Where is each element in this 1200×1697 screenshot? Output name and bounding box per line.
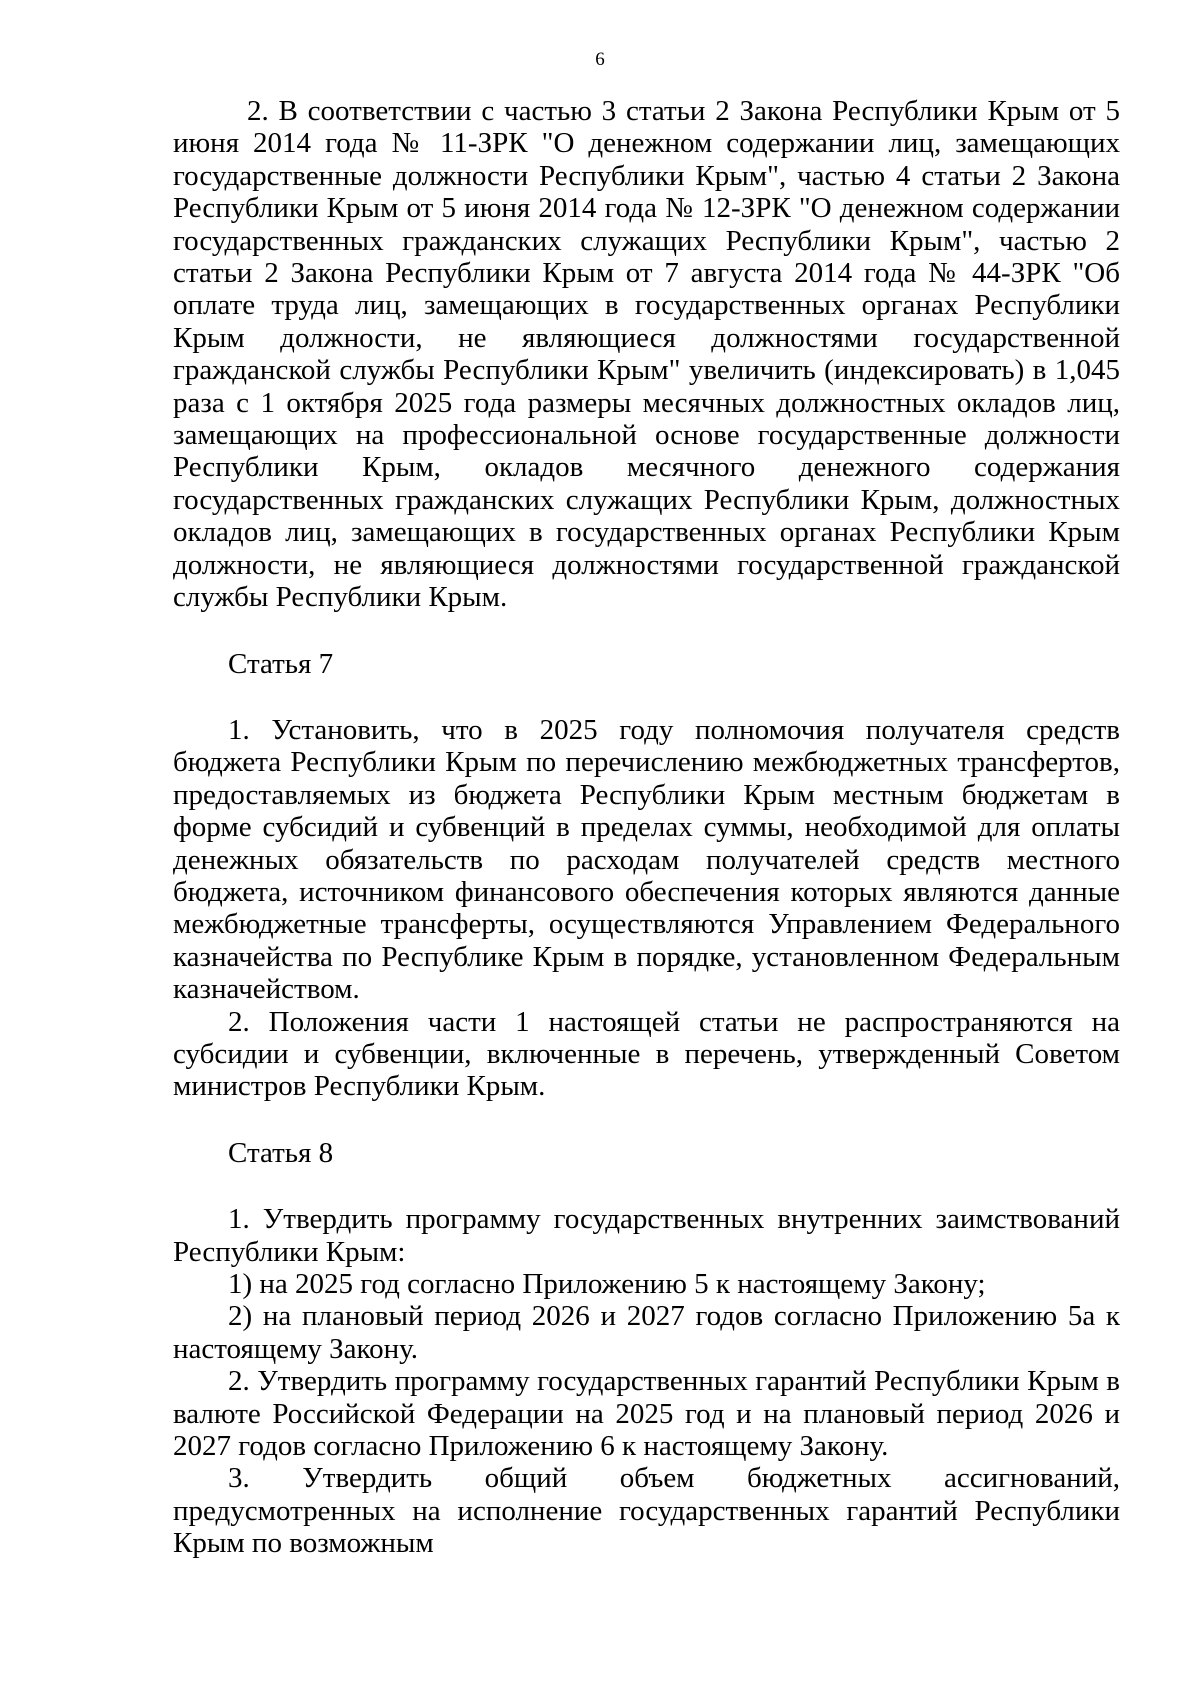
article8-paragraph-3: 3. Утвердить общий объем бюджетных ассигнований, предусмотренных на исполнение государственных гарантий Республики Крым по возможным bbox=[173, 1462, 1120, 1560]
page-number: 6 bbox=[595, 49, 605, 70]
article8-heading: Статья 8 bbox=[228, 1136, 334, 1169]
article7-body bbox=[173, 714, 1120, 1103]
article7-paragraph-1: 1. Установить, что в 2025 году полномочия получателя средств бюджета Республики Крым по перечислению межбюджетных трансфертов, предоставляемых из бюджета Республики Крым местным бюджетам в форме субсидий и субвенций в пределах суммы, необходимой для оплаты денежных обязательств по расходам получателей средств местного бюджета, источником финансового обеспечения которых являются данные межбюджетные трансферты, осуществляются Управлением Федерального казначейства по Республике Крым в порядке, установленном Федеральным казначейством. bbox=[173, 713, 1120, 1006]
article8-paragraph-1: 1. Утвердить программу государственных внутренних заимствований Республики Крым: bbox=[173, 1203, 1120, 1268]
article8-paragraph-2: 2. Утвердить программу государственных гарантий Республики Крым в валюте Российской Федерации на 2025 год и на плановый период 2026 и 2027 годов согласно Приложению 6 к настоящему Закону. bbox=[173, 1365, 1120, 1463]
article7-heading: Статья 7 bbox=[228, 647, 334, 680]
document-body bbox=[173, 95, 1120, 1560]
article8-body bbox=[173, 1203, 1120, 1559]
article8-item-2: 2) на плановый период 2026 и 2027 годов согласно Приложению 5а к настоящему Закону. bbox=[173, 1300, 1120, 1365]
article7-paragraph-2: 2. Положения части 1 настоящей статьи не распространяются на субсидии и субвенции, включенные в перечень, утвержденный Советом министров Республики Крым. bbox=[173, 1005, 1120, 1103]
article6-paragraph-2: 2. В соответствии с частью 3 статьи 2 Закона Республики Крым от 5 июня 2014 года № 11-ЗРК "О денежном содержании лиц, замещающих государственные должности Республики Крым", частью 4 статьи 2 Закона Республики Крым от 5 июня 2014 года № 12-ЗРК "О денежном содержании государственных гражданских служащих Республики Крым", частью 2 статьи 2 Закона Республики Крым от 7 августа 2014 года № 44-ЗРК "Об оплате труда лиц, замещающих в государственных органах Республики Крым должности, не являющиеся должностями государственной гражданской службы Республики Крым" увеличить (индексировать) в 1,045 раза с 1 октября 2025 года размеры месячных должностных окладов лиц, замещающих на профессиональной основе государственные должности Республики Крым, окладов месячного денежного содержания государственных гражданских служащих Республики Крым, должностных окладов лиц, замещающих в государственных органах Республики Крым должности, не являющиеся должностями государственной гражданской службы Республики Крым. bbox=[173, 95, 1120, 614]
article8-item-1: 1) на 2025 год согласно Приложению 5 к настоящему Закону; bbox=[228, 1268, 986, 1300]
